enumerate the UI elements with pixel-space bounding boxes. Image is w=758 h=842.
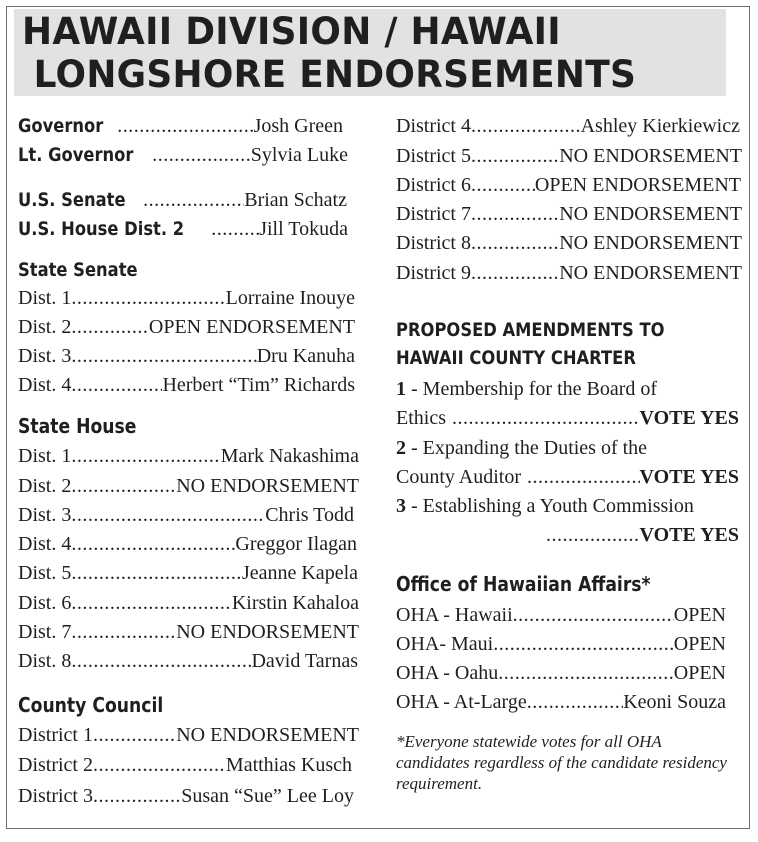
table-row: District 8 ..... NO ENDORSEMENT xyxy=(396,231,744,256)
table-row: OHA - At-Large ..... Keoni Souza xyxy=(396,690,744,715)
state-house-heading: State House xyxy=(18,414,137,438)
table-row: Dist. 5 ..... Jeanne Kapela xyxy=(18,561,363,586)
candidate-name: Sylvia Luke xyxy=(250,144,348,166)
table-row: Dist. 8 ..... David Tarnas xyxy=(18,649,363,674)
table-row: District 9 ..... NO ENDORSEMENT xyxy=(396,261,744,286)
table-row: District 1 ..... NO ENDORSEMENT xyxy=(18,723,363,748)
vote-yes: VOTE YES xyxy=(639,524,739,546)
table-row: Dist. 3 ..... Chris Todd xyxy=(18,503,363,528)
amendment-3-vote xyxy=(396,523,744,548)
title-line-2: LONGSHORE ENDORSEMENTS xyxy=(33,53,637,96)
table-row: District 4 ..... Ashley Kierkiewicz xyxy=(396,114,744,139)
table-row: OHA - Oahu ..... OPEN xyxy=(396,661,744,686)
office-row-governor xyxy=(18,114,363,139)
office-row-us-house xyxy=(18,217,363,242)
table-row: Dist. 2 ..... NO ENDORSEMENT xyxy=(18,474,363,499)
table-row: District 6 ..... OPEN ENDORSEMENT xyxy=(396,173,744,198)
oha-heading: Office of Hawaiian Affairs* xyxy=(396,572,651,596)
title-line-1: HAWAII DIVISION / HAWAII xyxy=(22,10,561,53)
page-title xyxy=(22,10,720,96)
table-row: Dist. 1 ..... Lorraine Inouye xyxy=(18,286,363,311)
state-senate-heading: State Senate xyxy=(18,259,138,281)
table-row: Dist. 7 ..... NO ENDORSEMENT xyxy=(18,620,363,645)
table-row: Dist. 3 ..... Dru Kanuha xyxy=(18,344,363,369)
amendment-2-vote: County Auditor ..... VOTE YES xyxy=(396,465,744,490)
office-label: Governor xyxy=(18,115,104,137)
table-row: District 7 ..... NO ENDORSEMENT xyxy=(396,202,744,227)
table-row: District 3 ..... Susan “Sue” Lee Loy xyxy=(18,784,363,809)
office-label: U.S. Senate xyxy=(18,189,126,211)
table-row: District 2 ..... Matthias Kusch xyxy=(18,753,363,778)
office-label: Lt. Governor xyxy=(18,144,134,166)
office-row-us-senate xyxy=(18,188,363,213)
amendment-number: 3 xyxy=(396,495,406,517)
candidate-name: Jill Tokuda xyxy=(259,218,348,240)
oha-footnote: *Everyone statewide votes for all OHA candidates regardless of the candidate residency requirement. xyxy=(396,732,727,793)
table-row: Dist. 1 ..... Mark Nakashima xyxy=(18,444,363,469)
amendments-heading-line-2: HAWAII COUNTY CHARTER xyxy=(396,347,636,369)
amendment-3-title: 3 - Establishing a Youth Commission xyxy=(396,495,694,517)
vote-yes: VOTE YES xyxy=(639,407,739,429)
amendment-1-title: 1 - Membership for the Board of xyxy=(396,378,658,400)
office-row-lt-governor xyxy=(18,143,363,168)
amendment-2-title: 2 - Expanding the Duties of the xyxy=(396,437,648,459)
table-row: Dist. 2 ..... OPEN ENDORSEMENT xyxy=(18,315,363,340)
office-label: U.S. House Dist. 2 xyxy=(18,218,185,240)
table-row: Dist. 4 ..... Greggor Ilagan xyxy=(18,532,363,557)
vote-yes: VOTE YES xyxy=(639,466,739,488)
table-row: OHA- Maui ..... OPEN xyxy=(396,632,744,657)
county-council-heading: County Council xyxy=(18,693,164,717)
table-row: OHA - Hawaii ..... OPEN xyxy=(396,603,744,628)
candidate-name: Josh Green xyxy=(253,115,343,137)
amendments-heading-line-1: PROPOSED AMENDMENTS TO xyxy=(396,319,665,341)
amendment-number: 1 xyxy=(396,378,406,400)
amendment-1-vote: Ethics ..... VOTE YES xyxy=(396,406,744,431)
table-row: Dist. 6 ..... Kirstin Kahaloa xyxy=(18,591,363,616)
table-row: District 5 ..... NO ENDORSEMENT xyxy=(396,144,744,169)
table-row: Dist. 4 ..... Herbert “Tim” Richards xyxy=(18,373,363,398)
candidate-name: Brian Schatz xyxy=(244,189,347,211)
amendment-number: 2 xyxy=(396,437,406,459)
